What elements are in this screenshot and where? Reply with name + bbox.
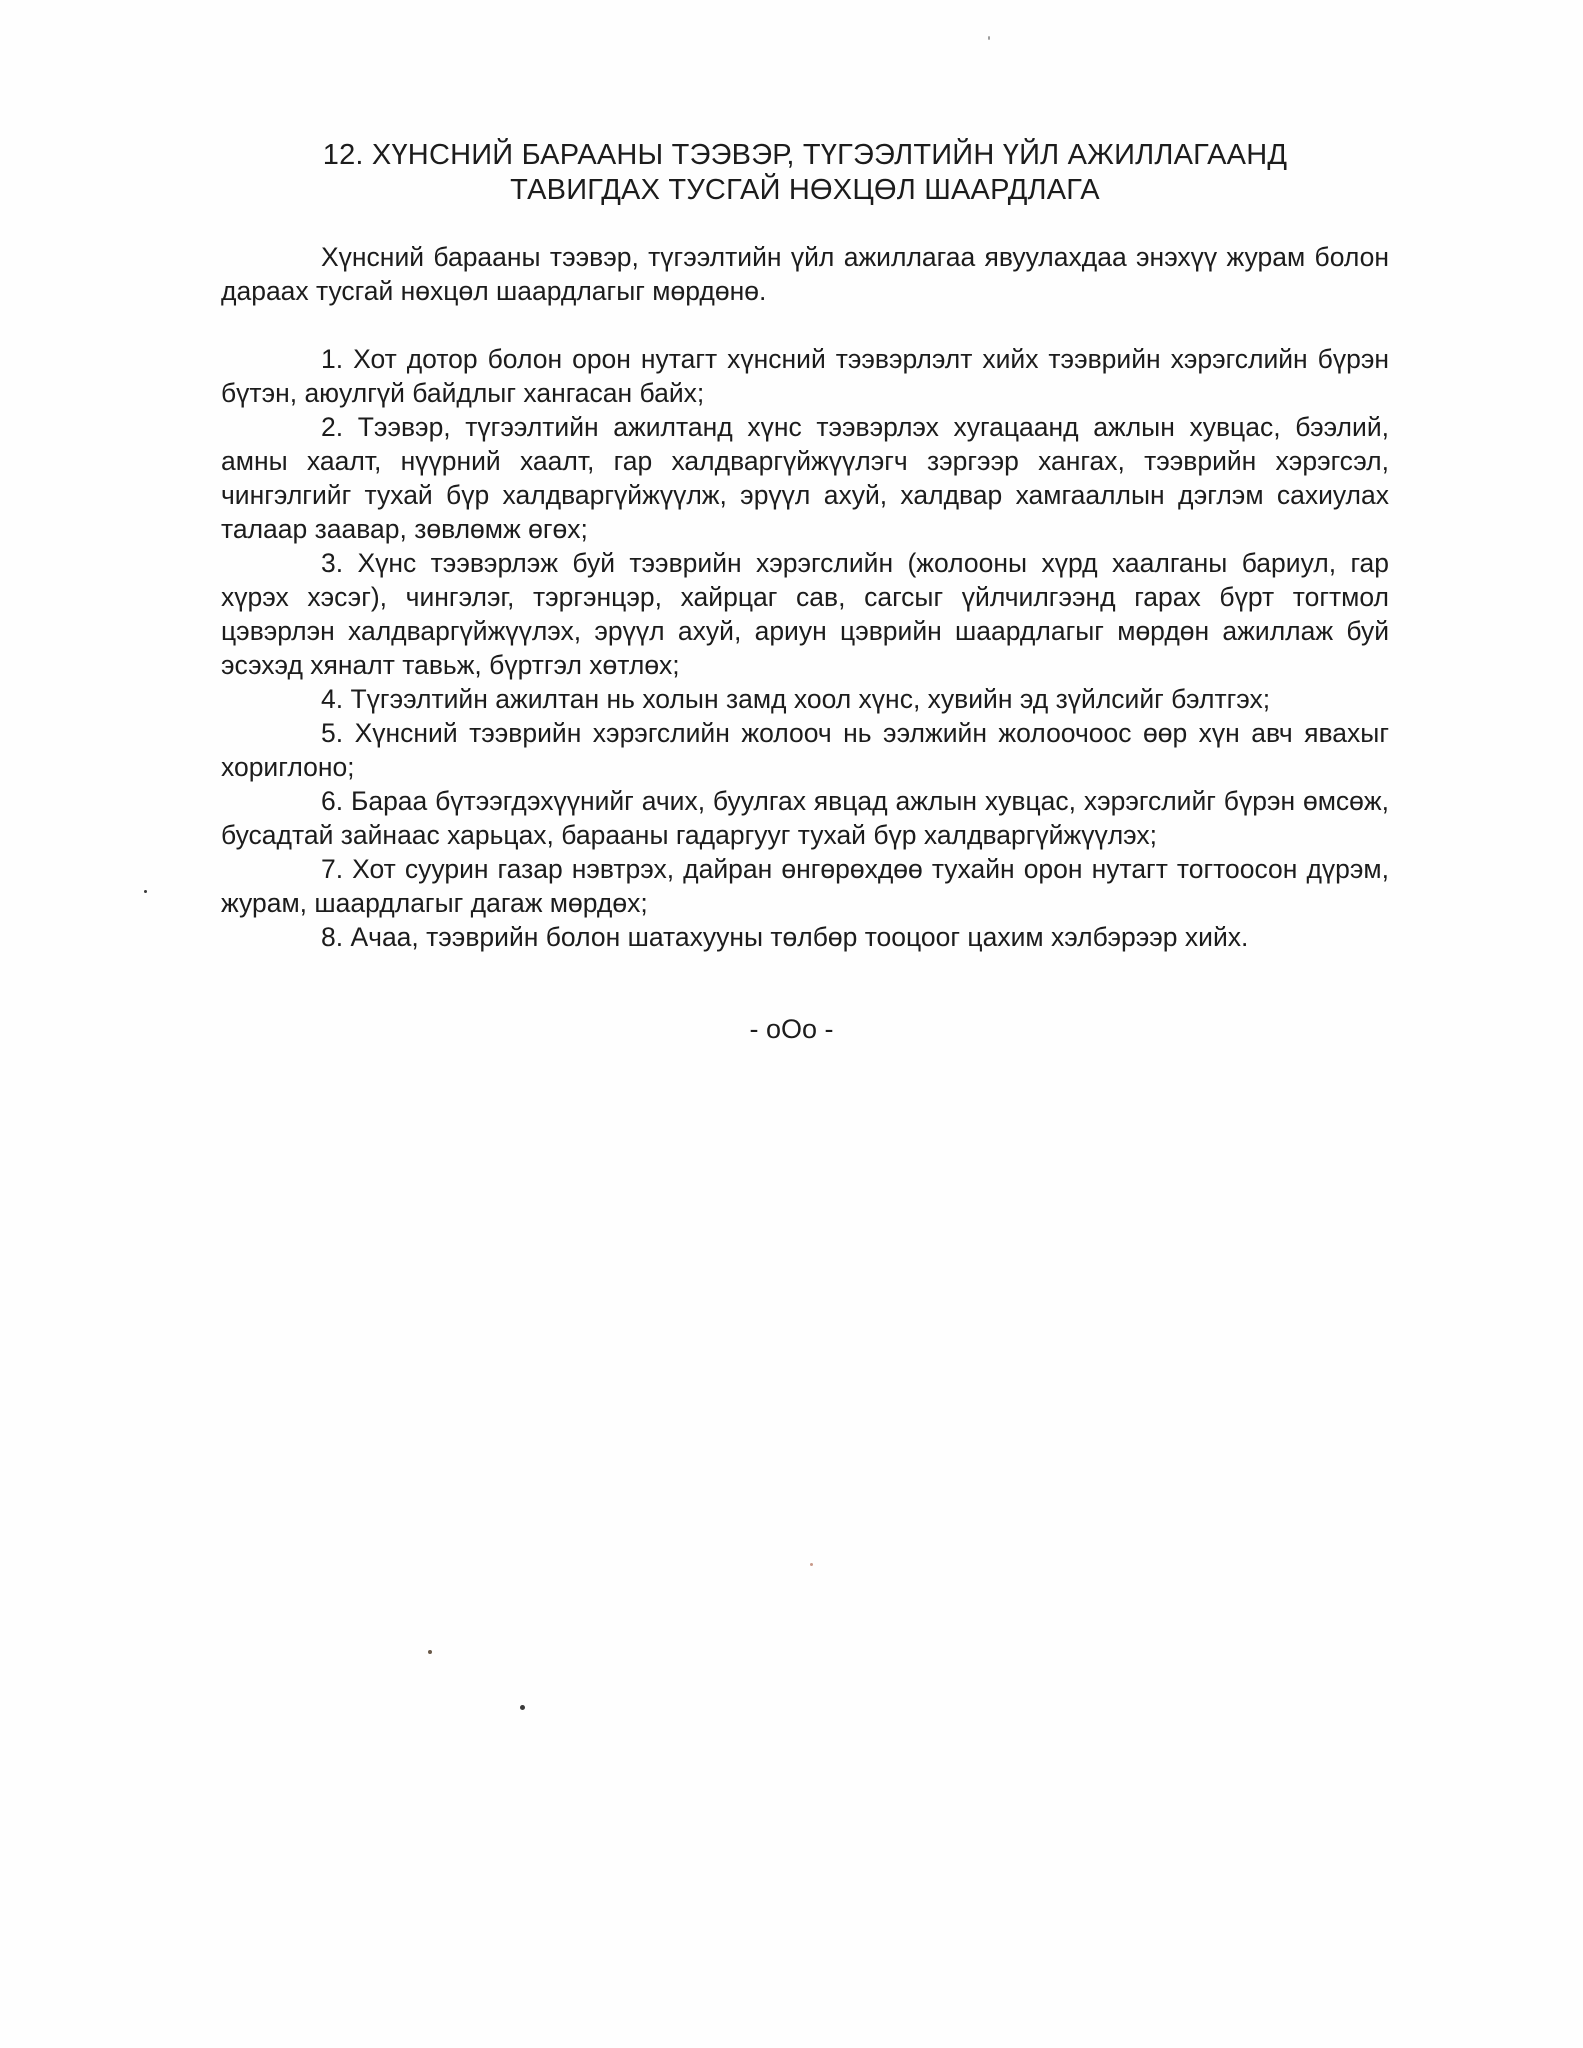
document-body — [221, 240, 1389, 954]
list-item-2: 2. Тээвэр, түгээлтийн ажилтанд хүнс тээвэрлэх хугацаанд ажлын хувцас, бээлий, амны хаалт, нүүрний хаалт, гар халдваргүйжүүлэгч зэргээр хангах, тээврийн хэрэгсэл, чингэлгийг тухай бүр халдваргүйжүүлж, эрүүл ахуй, халдвар хамгааллын дэглэм сахиулах талаар заавар, зөвлөмж өгөх; — [221, 412, 1389, 544]
list-item-3: 3. Хүнс тээвэрлэж буй тээврийн хэрэгслийн (жолооны хүрд хаалганы бариул, гар хүрэх хэсэг), чингэлэг, тэргэнцэр, хайрцаг сав, сагсыг үйлчилгээнд гарах бүрт тогтмол цэвэрлэн халдваргүйжүүлэх, эрүүл ахуй, ариун цэврийн шаардлагыг мөрдөн ажиллаж буй эсэхэд хяналт тавьж, бүртгэл хөтлөх; — [221, 548, 1389, 680]
list-item-6: 6. Бараа бүтээгдэхүүнийг ачих, буулгах явцад ажлын хувцас, хэрэгслийг бүрэн өмсөж, бусадтай зайнаас харьцах, барааны гадаргууг тухай бүр халдваргүйжүүлэх; — [221, 786, 1389, 850]
scan-speck — [988, 36, 990, 40]
list-item-5: 5. Хүнсний тээврийн хэрэгслийн жолооч нь ээлжийн жолоочоос өөр хүн авч явахыг хориглоно; — [221, 718, 1389, 782]
section-title-line-1: 12. ХҮНСНИЙ БАРААНЫ ТЭЭВЭР, ТҮГЭЭЛТИЙН ҮЙЛ АЖИЛЛАГААНД — [322, 139, 1288, 171]
list-item-1: 1. Хот дотор болон орон нутагт хүнсний тээвэрлэлт хийх тээврийн хэрэгслийн бүрэн бүтэн, аюулгүй байдлыг хангасан байх; — [221, 344, 1389, 408]
section-title — [220, 138, 1390, 208]
scan-speck — [428, 1650, 432, 1654]
intro-paragraph: Хүнсний барааны тээвэр, түгээлтийн үйл ажиллагаа явуулахдаа энэхүү журам болон дараах тусгай нөхцөл шаардлагыг мөрдөнө. — [221, 242, 1389, 306]
scan-speck — [144, 890, 147, 893]
section-title-line-2: ТАВИГДАХ ТУСГАЙ НӨХЦӨЛ ШААРДЛАГА — [510, 174, 1100, 206]
list-item-8: 8. Ачаа, тээврийн болон шатахууны төлбөр тооцоог цахим хэлбэрээр хийх. — [321, 922, 1249, 952]
scan-speck — [520, 1705, 525, 1710]
list-item-4: 4. Түгээлтийн ажилтан нь холын замд хоол хүнс, хувийн эд зүйлсийг бэлтгэх; — [321, 684, 1271, 714]
scan-speck — [810, 1563, 813, 1566]
list-item-7: 7. Хот суурин газар нэвтрэх, дайран өнгөрөхдөө тухайн орон нутагт тогтоосон дүрэм, журам, шаардлагыг дагаж мөрдөх; — [221, 854, 1389, 918]
end-mark: - oOo - — [749, 1014, 834, 1044]
